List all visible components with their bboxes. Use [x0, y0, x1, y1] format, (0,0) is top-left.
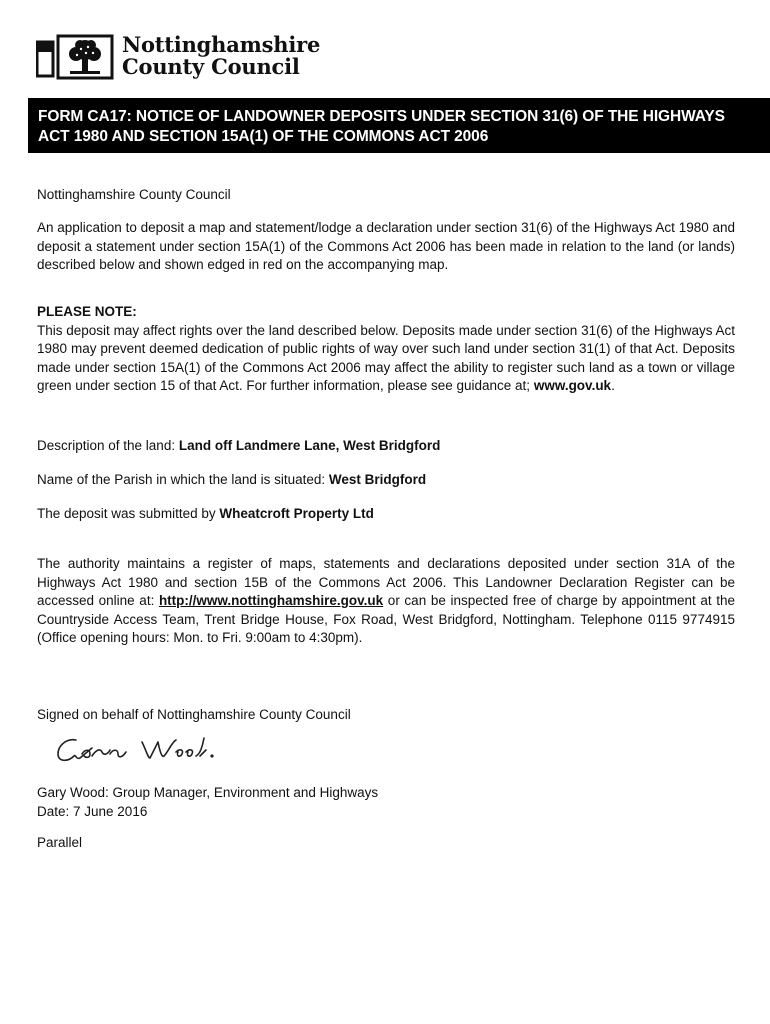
land-description	[37, 437, 735, 456]
authority-name: Nottinghamshire County Council	[37, 187, 231, 202]
land-value: Land off Landmere Lane, West Bridgford	[178, 438, 441, 453]
council-oak-tree-crest-icon	[36, 34, 116, 82]
parish-line	[37, 471, 735, 490]
register-paragraph	[37, 555, 735, 648]
nottinghamshire-website-link[interactable]: http://www.nottinghamshire.gov.uk	[158, 593, 384, 608]
form-title-banner	[28, 98, 770, 153]
signatory-block	[37, 784, 735, 821]
form-title: FORM CA17: NOTICE OF LANDOWNER DEPOSITS UNDER SECTION 31(6) OF THE HIGHWAYS ACT 1980 AND SECTION 15A(1) OF THE COMMONS ACT 2006	[38, 108, 725, 145]
please-note-end: .	[611, 378, 615, 393]
parish-value: West Bridgford	[328, 472, 427, 487]
signatory-name: Gary Wood: Group Manager, Environment and Highways	[37, 785, 379, 800]
deposit-label: The deposit was submitted by	[37, 506, 220, 521]
wordmark-line-2: County Council	[122, 54, 300, 79]
signed-on-behalf: Signed on behalf of Nottinghamshire County Council	[37, 707, 351, 722]
please-note-heading: PLEASE NOTE:	[37, 304, 137, 319]
council-wordmark	[122, 34, 320, 78]
deposit-line	[37, 505, 735, 524]
please-note-body	[37, 322, 735, 396]
land-label: Description of the land:	[37, 438, 179, 453]
register-text-2: or can be inspected free of charge by appointment at the Countryside Access Team, Trent Bridge House, Fox Road, West Bridgford, Nottingham. Telephone 0115 9774915 (Office opening hours: Mon. to Fri. 9:00am to 4:30pm).	[37, 593, 735, 645]
handwritten-signature	[52, 732, 222, 768]
notice-date: Date: 7 June 2016	[37, 803, 148, 819]
parallel-reference: Parallel	[37, 835, 83, 850]
parish-label: Name of the Parish in which the land is situated:	[37, 472, 329, 487]
deposit-value: Wheatcroft Property Ltd	[219, 506, 374, 521]
gov-uk-link[interactable]: www.gov.uk	[533, 378, 612, 393]
council-logo	[36, 34, 356, 82]
wordmark-line-1: Nottinghamshire	[122, 32, 321, 57]
register-text-1: The authority maintains a register of maps, statements and declarations deposited under section 31A of the Highways Act 1980 and section 15B of the Commons Act 2006. This Landowner Declaration Register can be accessed online at:	[37, 556, 735, 608]
please-note-text: This deposit may affect rights over the land described below. Deposits made under section 31(6) of the Highways Act 1980 may prevent deemed dedication of public rights of way over such land under section 31(1) of that Act. Deposits made under section 15A(1) of the Commons Act 2006 may affect the ability to register such land as a town or village green under section 15 of that Act. For further information, please see guidance at;	[37, 322, 735, 393]
please-note-section	[37, 303, 735, 396]
intro-paragraph: An application to deposit a map and statement/lodge a declaration under section 31(6) of the Highways Act 1980 and deposit a statement under section 15A(1) of the Commons Act 2006 has been made in relation to the land (or lands) described below and shown edged in red on the accompanying map.	[37, 220, 735, 272]
